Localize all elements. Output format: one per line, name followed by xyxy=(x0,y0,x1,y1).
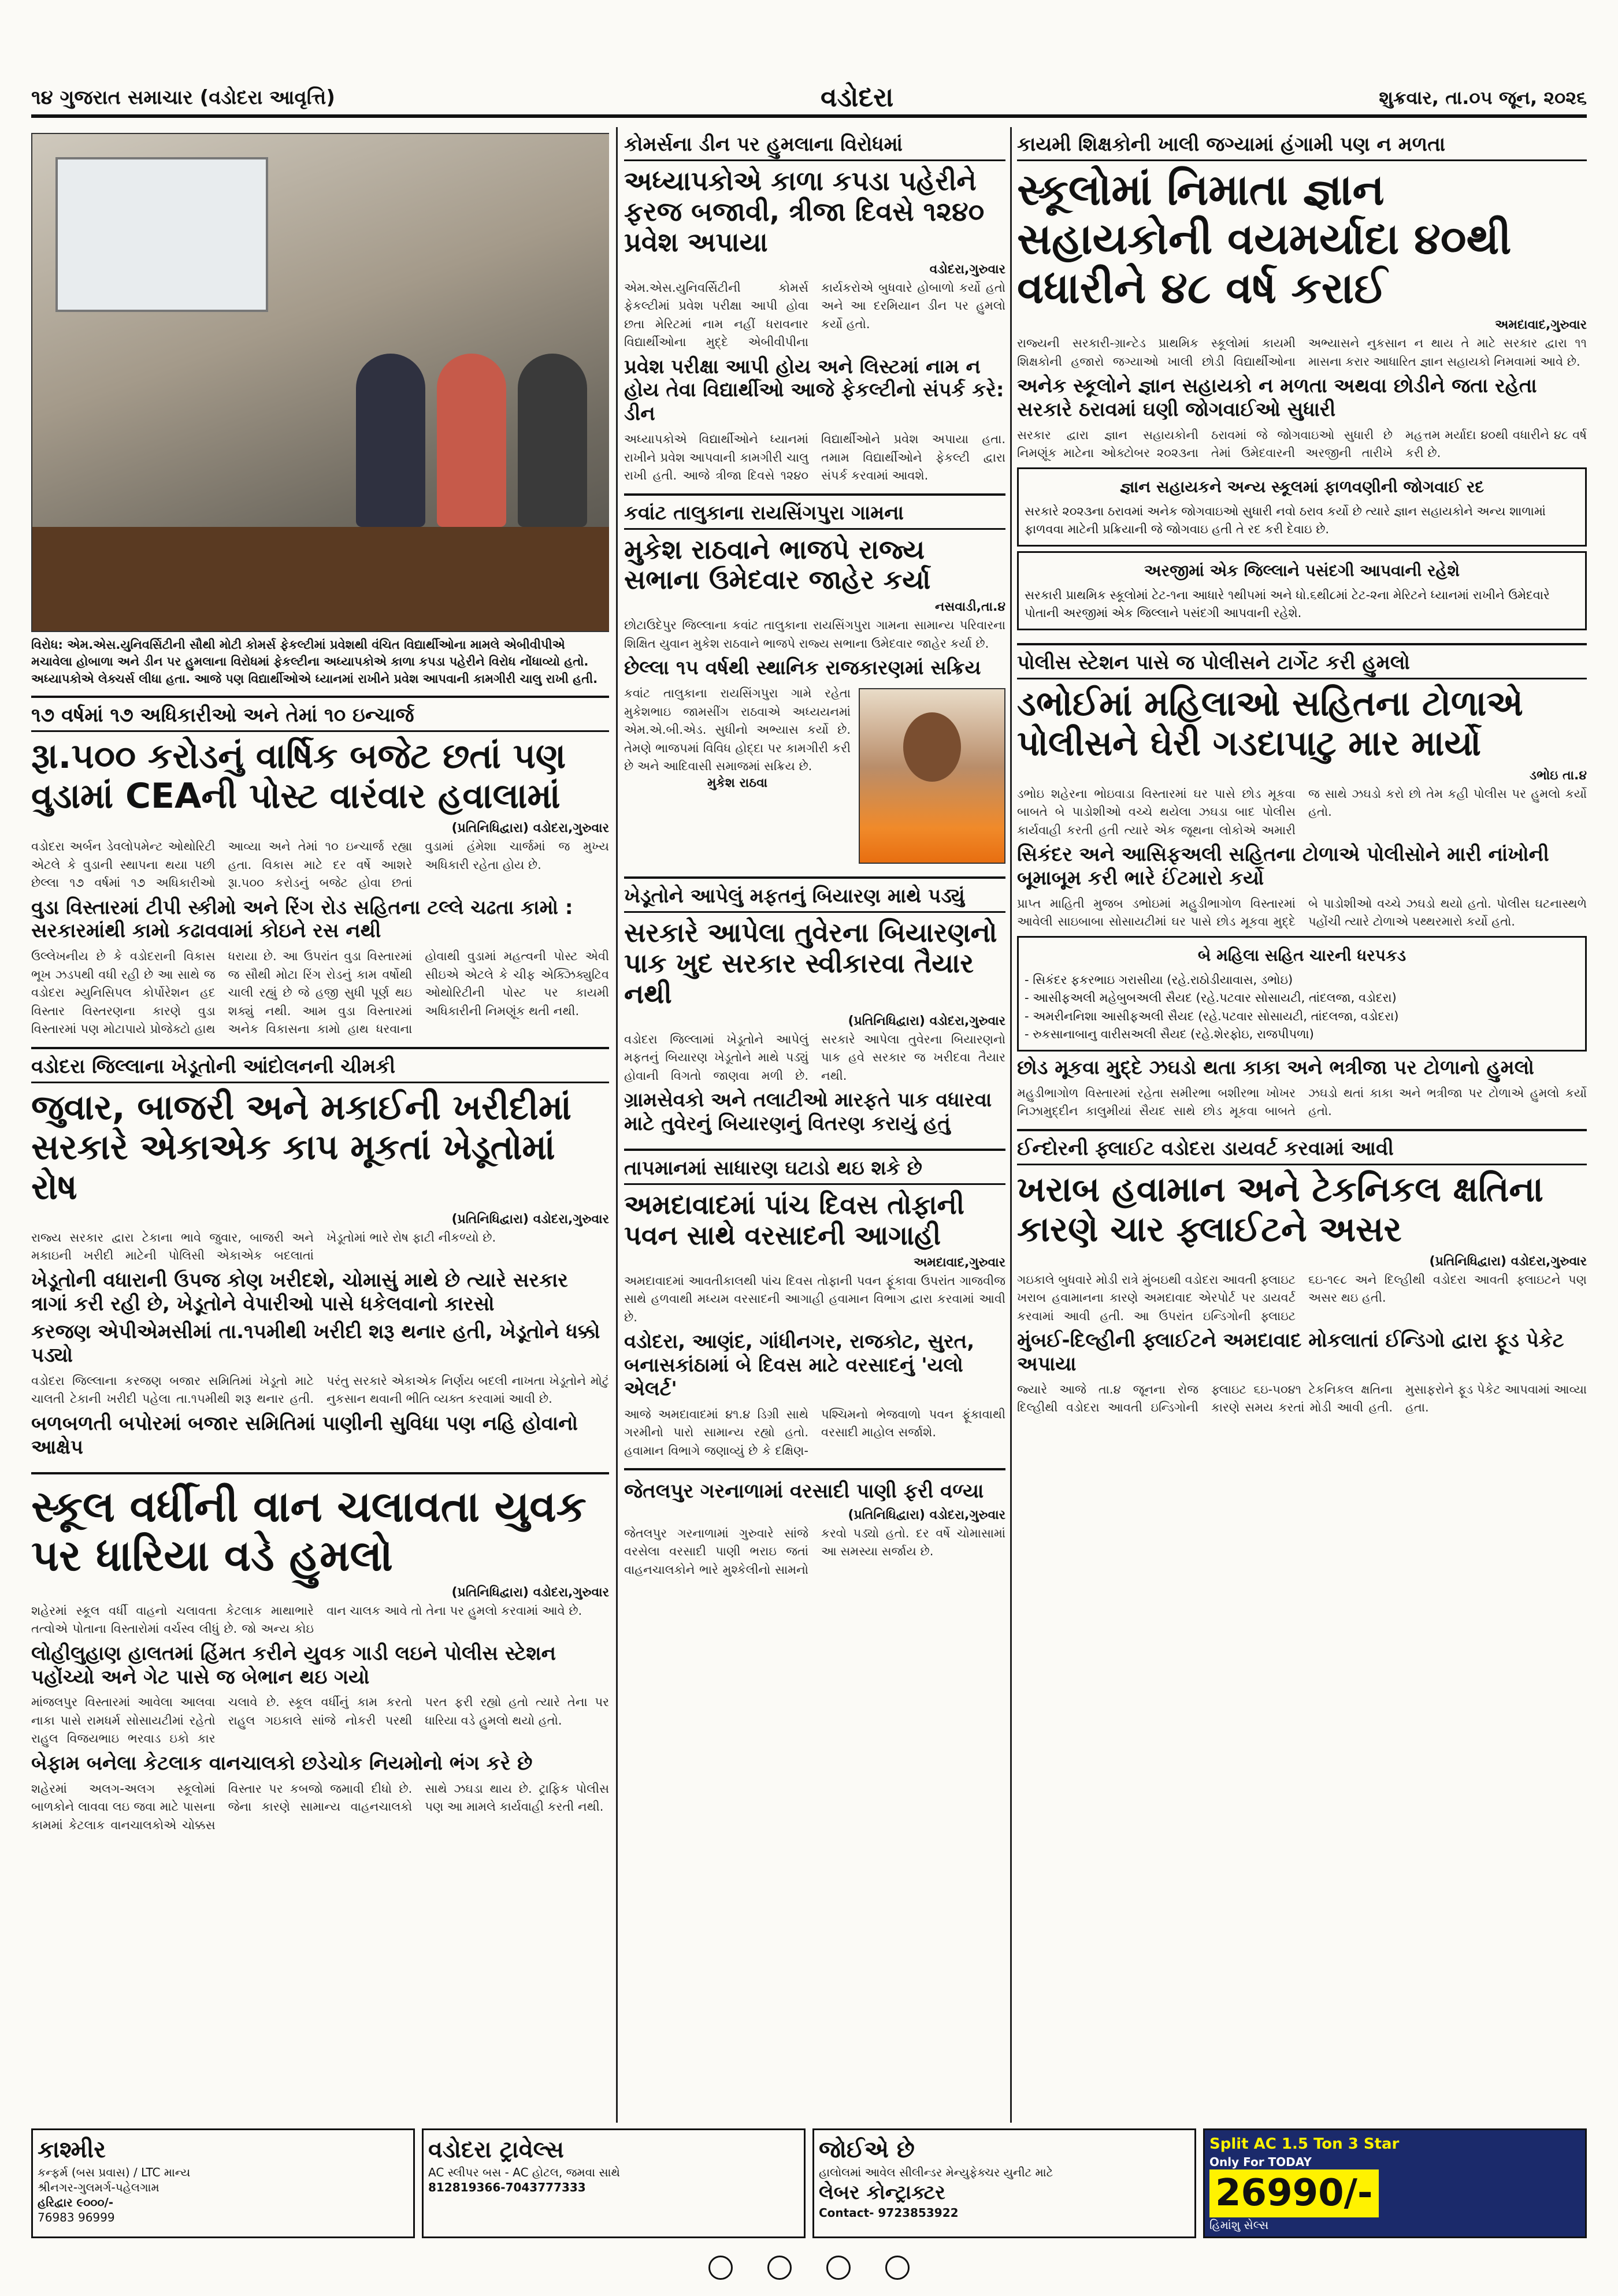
story-kicker: કવાંટ તાલુકાના રાયસિંગપુરા ગામના xyxy=(624,501,1005,530)
story-subhead: બેફામ બનેલા કેટલાક વાનચાલકો છડેચોક નિયમોનો ભંગ કરે છે xyxy=(31,1751,533,1775)
ad-line: 812819366-7043777333 xyxy=(428,2180,586,2194)
masthead xyxy=(31,81,1587,118)
story-body: ડભોઇ શહેરના ભોઇવાડા વિસ્તારમાં ઘર પાસે છોડ મૂકવા બાબતે બે પાડોશીઓ વચ્ચે થયેલા ઝઘડા બાદ પોલીસ કાર્યવાહી કરતી હતી ત્યારે એક જૂથના લોકોએ અમારી જ સાથે ઝઘડો કરો છો તેમ કહી પોલીસ પર હુમલો કર્યો હતો. xyxy=(1017,786,1587,837)
story-dateline: (પ્રતિનિધિદ્વારા) વડોદરા,ગુરુવાર xyxy=(848,1507,1005,1522)
ad-line: કન્ફર્મ (બસ પ્રવાસ) / LTC માન્ય xyxy=(38,2165,191,2179)
column-right xyxy=(1017,127,1587,2123)
story-jetalpur xyxy=(624,1470,1005,1587)
story-body: જ્યારે આજે તા.૪ જૂનના રોજ દિલ્હીથી વડોદરા આવતી ઇન્ડિગોની ફ્લાઇટ ૬ઇ-૫૦૪૧ ટેકનિકલ ક્ષતિના કારણે સમય કરતાં મોડી આવી હતી. મુસાફરોને ફૂડ પેકેટ આપવામાં આવ્યા હતા. xyxy=(1017,1382,1587,1415)
page-edition: ૧૪ ગુજરાત સમાચાર (વડોદરા આવૃત્તિ) xyxy=(31,86,335,109)
registration-mark xyxy=(708,2256,733,2280)
story-kicker: તાપમાનમાં સાધારણ ઘટાડો થઇ શકે છે xyxy=(624,1157,1005,1185)
story-subhead: સિકંદર અને આસિફઅલી સહિતના ટોળાએ પોલીસોને મારી નાંખોની બૂમાબૂમ કરી ભારે ઈંટમારો કર્યો xyxy=(1017,843,1549,890)
story-subhead: અનેક સ્કૂલોને જ્ઞાન સહાયકો ન મળતા અથવા છોડીને જતા રહેતા સરકારે ઠરાવમાં ઘણી જોગવાઈઓ સુધારી xyxy=(1017,374,1537,422)
story-body: આજે અમદાવાદમાં ૪૧.૪ ડિગ્રી સાથે ગરમીનો પારો સામાન્ય રહ્યો હતો. હવામાન વિભાગે જણાવ્યું છે કે દક્ષિણ-પશ્ચિમનો ભેજવાળો પવન ફૂંકાવાથી વરસાદી માહોલ સર્જાશે. xyxy=(624,1407,1005,1458)
ad-line: શ્રીનગર-ગુલમર્ગ-પહેલગામ xyxy=(38,2180,159,2194)
ad-line: લેબર કોન્ટ્રાક્ટર xyxy=(819,2181,945,2204)
column-left xyxy=(31,127,609,2123)
story-kicker: વડોદરા જિલ્લાના ખેડૂતોની આંદોલનની ચીમકી xyxy=(31,1055,609,1083)
story-body: શહેરમાં અલગ-અલગ સ્કૂલોમાં બાળકોને લાવવા લઇ જવા માટે પાસના કામમાં કેટલાક વાનચાલકોએ ચોક્કસ વિસ્તાર પર કબજો જમાવી દીધો છે. જેના કારણે સામાન્ય વાહનચાલકો સાથે ઝઘડા થાય છે. ટ્રાફિક પોલીસ પણ આ મામલે કાર્યવાહી કરતી નથી. xyxy=(31,1781,609,1832)
story-subhead: ખેડૂતોની વધારાની ઉપજ કોણ ખરીદશે, ચોમાસું માથે છે ત્યારે સરકાર ત્રાગાં કરી રહી છે, ખેડૂતોને વેપારીઓ પાસે ધકેલવાનો કારસો xyxy=(31,1268,568,1316)
ad-kashmir[interactable] xyxy=(31,2128,415,2238)
story-subhead: પ્રવેશ પરીક્ષા આપી હોય અને લિસ્ટમાં નામ ન હોય તેવા વિદ્યાર્થીઓ આજે ફેકલ્ટીનો સંપર્ક કરે: ડીન xyxy=(624,355,1004,426)
story-body: ઉલ્લેખનીય છે કે વડોદરાની વિકાસ ભૂખ ઝડપથી વધી રહી છે આ સાથે જ વડોદરા મ્યુનિસિપલ કોર્પોરેશન હદ વિસ્તાર વિસ્તરણના કારણે વુડા વિસ્તારમાં પણ મોટાપાયે પ્રોજેક્ટો હાથ ધરાયા છે. આ ઉપરાંત વુડા વિસ્તારમાં જ સૌથી મોટા રિંગ રોડનું કામ વર્ષોથી ચાલી રહ્યું છે જે હજી સુધી પૂર્ણ થઇ શક્યું નથી. આમ વુડા વિસ્તારમાં અનેક વિકાસના કામો હાથ ધરવાના હોવાથી વુડામાં મહત્વની પોસ્ટ એવી સીઇએ એટલે કે ચીફ એક્ઝિક્યુટિવ ઓથોરિટીની પોસ્ટ પર કાયમી અધિકારીની નિમણૂંક થતી નથી. xyxy=(31,949,609,1036)
story-subhead: વુડા વિસ્તારમાં ટીપી સ્કીમો અને રિંગ રોડ સહિતના ટલ્લે ચઢતા કામો : સરકારમાંથી કામો કઢાવવામાં કોઇને રસ નથી xyxy=(31,896,573,943)
ad-line: હરિદ્વાર ૯૦૦૦/- xyxy=(38,2195,114,2209)
story-rain xyxy=(624,1151,1005,1470)
news-photo xyxy=(31,133,609,632)
person xyxy=(518,354,587,527)
page-date: શુક્રવાર, તા.૦૫ જૂન, ૨૦૨૬ xyxy=(1379,86,1587,109)
ad-head: કાશ્મીર xyxy=(38,2137,106,2163)
story-subhead: છેલ્લા ૧૫ વર્ષથી સ્થાનિક રાજકારણમાં સક્રિય xyxy=(624,656,981,680)
info-box-head: જ્ઞાન સહાયકને અન્ય સ્કૂલમાં ફાળવણીની જોગવાઈ રદ xyxy=(1119,477,1485,496)
story-kicker: ઈન્દોરની ફ્લાઈટ વડોદરા ડાયવર્ટ કરવામાં આવી xyxy=(1017,1137,1587,1165)
arrest-box-head: બે મહિલા સહિત ચારની ધરપકડ xyxy=(1197,945,1407,965)
story-body: અધ્યાપકોએ વિદ્યાર્થીઓને ધ્યાનમાં રાખીને પ્રવેશ આપવાની કામગીરી ચાલુ રાખી હતી. આજે ત્રીજા દિવસે ૧૨૪૦ વિદ્યાર્થીઓને પ્રવેશ અપાયા હતા. તમામ વિદ્યાર્થીઓને ફેકલ્ટી દ્વારા સંપર્ક કરવામાં આવશે. xyxy=(624,432,1005,483)
registration-mark xyxy=(767,2256,792,2280)
info-box-body: સરકારી પ્રાથમિક સ્કૂલોમાં ટેટ-૧ના આધારે ૧થી૫માં અને ધો.૬થી૮માં ટેટ-૨ના મેરિટને ધ્યાનમાં રાખીને ઉમેદવારે પોતાની અરજીમાં એક જિલ્લાને પસંદગી આપવાની રહેશે. xyxy=(1025,588,1550,621)
story-body: અમદાવાદમાં આવતીકાલથી પાંચ દિવસ તોફાની પવન ફૂંકાવા ઉપરાંત ગાજવીજ સાથે હળવાથી મધ્યમ વરસાદની આગાહી હવામાન વિભાગ દ્વારા કરવામાં આવી છે. xyxy=(624,1273,1005,1324)
story-dateline: (પ્રતિનિધિદ્વારા) વડોદરા,ગુરુવાર xyxy=(451,1212,609,1227)
ad-split-ac[interactable] xyxy=(1203,2128,1587,2238)
story-photo xyxy=(31,127,609,698)
story-headline: સ્કૂલોમાં નિમાતા જ્ઞાન સહાયકોની વયમર્યાદા ૪૦થી વધારીને ૪૮ વર્ષ કરાઈ xyxy=(1017,165,1512,314)
ad-line: હાલોલમાં આવેલ સીલીન્ડર મેન્યુફેક્ચર યુનીટ માટે xyxy=(819,2165,1053,2179)
arrest-box xyxy=(1017,936,1587,1052)
story-cea xyxy=(31,698,609,1049)
story-kicker: કોમર્સના ડીન પર હુમલાના વિરોધમાં xyxy=(624,133,1005,161)
story-dateline: ડભોઇ તા.૪ xyxy=(1530,768,1587,783)
person xyxy=(356,354,425,527)
story-headline: જુવાર, બાજરી અને મકાઈની ખરીદીમાં સરકારે એકાએક કાપ મૂકતાં ખેડૂતોમાં રોષ xyxy=(31,1087,572,1208)
story-bjp xyxy=(624,496,1005,879)
story-dabhoi xyxy=(1017,645,1587,1131)
story-headline: ખરાબ હવામાન અને ટેકનિકલ ક્ષતિના કારણે ચાર ફ્લાઈટને અસર xyxy=(1017,1169,1543,1250)
story-body: એમ.એસ.યુનિવર્સિટીની કોમર્સ ફેકલ્ટીમાં પ્રવેશ પરીક્ષા આપી હોવા છતા મેરિટમાં નામ નહીં ધરાવનાર વિદ્યાર્થીઓના મુદ્દે એબીવીપીના કાર્યકરોએ બુધવારે હોબાળો કર્યો હતો અને આ દરમિયાન ડીન પર હુમલો કર્યો હતો. xyxy=(624,280,1005,350)
photo-caption: વિરોધ: એમ.એસ.યુનિવર્સિટીની સૌથી મોટી કોમર્સ ફેકલ્ટીમાં પ્રવેશથી વંચિત વિદ્યાર્થીઓના મામલે એબીવીપીએ મચાવેલા હોબાળા અને ડીન પર હુમલાના વિરોધમાં ફેકલ્ટીના અધ્યાપકોએ કાળા કપડા પહેરીને વિરોધ નોંધાવ્યો હતો. અધ્યાપકોએ લેક્ચર્સ લીધા હતા. આજે પણ વિદ્યાર્થીઓએ ધ્યાનમાં રાખીને પ્રવેશ આપવાની કામગીરી ચાલુ રાખી હતી. xyxy=(31,638,598,686)
story-dateline: નસવાડી,તા.૪ xyxy=(934,600,1005,615)
story-dateline: (પ્રતિનિધિદ્વારા) વડોદરા,ગુરુવાર xyxy=(451,1585,609,1600)
info-box xyxy=(1017,467,1587,547)
ad-line: 76983 96999 xyxy=(38,2210,115,2224)
ad-price: 26990/- xyxy=(1209,2169,1379,2217)
column-middle xyxy=(624,127,1005,2123)
portrait-head xyxy=(903,712,961,782)
column-rule xyxy=(616,127,618,2123)
story-body: વડોદરા જિલ્લાના કરજણ બજાર સમિતિમાં ખેડૂતો માટે ચાલતી ટેકાની ખરીદી પહેલા તા.૧૫મીથી શરૂ થનાર હતી. પરંતુ સરકારે એકાએક નિર્ણય બદલી નાખતા ખેડૂતોને મોટું નુકસાન થવાની ભીતિ વ્યક્ત કરવામાં આવી છે. xyxy=(31,1373,609,1406)
portrait-caption: મુકેશ રાઠવા xyxy=(707,775,768,790)
info-box-body: સરકારે ૨૦૨૩ના ઠરાવમાં અનેક જોગવાઇઓ સુધારી નવો ઠરાવ કર્યો છે ત્યારે જ્ઞાન સહાયકોને અન્ય શાળામાં ફાળવવા માટેની પ્રક્રિયાની જે જોગવાઇ હતી તે રદ કરી દેવાઇ છે. xyxy=(1025,504,1546,537)
story-headline: અમદાવાદમાં પાંચ દિવસ તોફાની પવન સાથે વરસાદની આગાહી xyxy=(624,1188,964,1251)
story-body: ગઇકાલે બુધવારે મોડી રાત્રે મુંબઇથી વડોદરા આવતી ફ્લાઇટ ખરાબ હવામાનના કારણે અમદાવાદ એરપોર્ટ પર ડાયવર્ટ કરવામાં આવી હતી. આ ઉપરાંત ઇન્ડિગોની ફ્લાઇટ ૬ઇ-૧૯૮ અને દિલ્હીથી વડોદરા આવતી ફ્લાઇટને પણ અસર થઇ હતી. xyxy=(1017,1272,1587,1323)
section-title: વડોદરા xyxy=(821,81,894,113)
ad-head: વડોદરા ટ્રાવેલ્સ xyxy=(428,2137,564,2163)
story-dateline: અમદાવાદ,ગુરુવાર xyxy=(914,1255,1005,1270)
person xyxy=(437,354,506,527)
story-headline: મુકેશ રાઠવાને ભાજપે રાજ્ય સભાના ઉમેદવાર જાહેર કર્યા xyxy=(624,533,931,596)
story-seed xyxy=(624,879,1005,1151)
ad-line: AC સ્લીપર બસ - AC હોટલ, જમવા સાથે xyxy=(428,2165,620,2179)
story-subhead: વડોદરા, આણંદ, ગાંધીનગર, રાજકોટ, સુરત, બનાસકાંઠામાં બે દિવસ માટે વરસાદનું 'યલો એલર્ટ' xyxy=(624,1330,975,1400)
story-teachers xyxy=(1017,127,1587,645)
story-headline: ડભોઈમાં મહિલાઓ સહિતના ટોળાએ પોલીસને ઘેરી ગડદાપાટુ માર માર્યો xyxy=(1017,683,1523,764)
story-kicker: ૧૭ વર્ષમાં ૧૭ અધિકારીઓ અને તેમાં ૧૦ ઇન્ચાર્જ xyxy=(31,704,609,732)
story-dateline: અમદાવાદ,ગુરુવાર xyxy=(1495,318,1587,333)
story-headline: સરકારે આપેલા તુવેરના બિયારણનો પાક ખુદ સરકાર સ્વીકારવા તૈયાર નથી xyxy=(624,917,997,1009)
ad-labour[interactable] xyxy=(812,2128,1196,2238)
story-headline: અધ્યાપકોએ કાળા કપડા પહેરીને ફરજ બજાવી, ત્રીજા દિવસે ૧૨૪૦ પ્રવેશ અપાયા xyxy=(624,165,985,258)
ad-strip xyxy=(31,2128,1587,2238)
arrest-item: - રુકસાનાબાનુ વારીસઅલી સૈયદ (રહે.શેરફોઇ, રાજપીપળા) xyxy=(1025,1027,1314,1042)
whiteboard xyxy=(55,157,268,312)
story-dateline: (પ્રતિનિધિદ્વારા) વડોદરા,ગુરુવાર xyxy=(451,821,609,836)
story-subhead: લોહીલુહાણ હાલતમાં હિંમત કરીને યુવક ગાડી લઇને પોલીસ સ્ટેશન પહોંચ્યો અને ગેટ પાસે જ બેભાન થઇ ગયો xyxy=(31,1641,556,1689)
arrest-item: - સિકંદર ફકરભાઇ ગરાસીયા (રહે.રાઠોડીયાવાસ, ડભોઇ) xyxy=(1025,972,1293,987)
story-body: છોટાઉદેપુર જિલ્લાના કવાંટ તાલુકાના રાયસિંગપુરા ગામના સામાન્ય પરિવારના શિક્ષિત યુવાન મુકેશ રાઠવાને ભાજપે રાજ્ય સભાના ઉમેદવાર જાહેર કર્યા છે. xyxy=(624,618,1005,651)
arrest-item: - આસીફઅલી મહેબુબઅલી સૈયદ (રહે.પટવાર સોસાયટી, તાંદલજા, વડોદરા) xyxy=(1025,991,1397,1005)
ad-line: Contact- 9723853922 xyxy=(819,2206,959,2220)
story-body: શહેરમાં સ્કૂલ વર્ધી વાહનો ચલાવતા કેટલાક માથાભારે તત્વોએ પોતાના વિસ્તારોમાં વર્ચસ્વ લીધું છે. જો અન્ય કોઇ વાન ચાલક આવે તો તેના પર હુમલો કરવામાં આવે છે. xyxy=(31,1603,582,1636)
story-headline: જેતલપુર ગરનાળામાં વરસાદી પાણી ફરી વળ્યા xyxy=(624,1480,984,1503)
story-body: વડોદરા જિલ્લામાં ખેડૂતોને આપેલું મફતનું બિયારણ ખેડૂતોને માથે પડ્યું હોવાની વિગતો જાણવા મળી છે. સરકારે આપેલા તુવેરના બિયારણનો પાક હવે સરકાર જ ખરીદવા તૈયાર નથી. xyxy=(624,1032,1005,1083)
ad-head: Split AC 1.5 Ton 3 Star xyxy=(1209,2135,1400,2153)
column-rule xyxy=(1010,127,1012,2123)
story-dateline: વડોદરા,ગુરુવાર xyxy=(929,262,1005,277)
registration-mark xyxy=(885,2256,910,2280)
story-subhead: બળબળતી બપોરમાં બજાર સમિતિમાં પાણીની સુવિધા પણ નહિ હોવાનો આક્ષેપ xyxy=(31,1411,578,1459)
story-body: રાજ્યની સરકારી-ગ્રાન્ટેડ પ્રાથમિક સ્કૂલોમાં કાયમી શિક્ષકોની હજારો જગ્યાઓ ખાલી છોડી વિદ્યાર્થીઓના અભ્યાસને નુકસાન ન થાય તે માટે સરકાર દ્વારા ૧૧ માસના કરાર આધારિત જ્ઞાન સહાયકો નિમવામાં આવે છે. xyxy=(1017,336,1587,369)
ad-line: હિમાંશુ સેલ્સ xyxy=(1209,2217,1269,2232)
story-body: પ્રાપ્ત માહિતી મુજબ ડભોઇમાં મહુડીભાગોળ વિસ્તારમાં આવેલી સાઇબાબા સોસાયટીમાં ઘર પાસે છોડ મૂકવા મુદ્દે બે પાડોશીઓ વચ્ચે ઝઘડો થયો હતો. પોલીસ ઘટનાસ્થળે પહોંચી ત્યારે ટોળાએ પથ્થરમારો કર્યો હતો. xyxy=(1017,896,1587,929)
story-subhead: કરજણ એપીએમસીમાં તા.૧૫મીથી ખરીદી શરૂ થનાર હતી, ખેડૂતોને ધક્કો પડ્યો xyxy=(31,1320,600,1368)
story-subhead: છોડ મૂકવા મુદ્દે ઝઘડો થતા કાકા અને ભત્રીજા પર ટોળાનો હુમલો xyxy=(1017,1056,1534,1079)
desk xyxy=(32,527,609,631)
story-kicker: કાયમી શિક્ષકોની ખાલી જગ્યામાં હંગામી પણ ન મળતા xyxy=(1017,133,1587,161)
story-flight xyxy=(1017,1131,1587,1425)
portrait-photo xyxy=(859,688,1005,864)
story-body: માંજલપુર વિસ્તારમાં આવેલા આલવા નાકા પાસે રામધર્મ સોસાયટીમાં રહેતો રાહુલ વિજયભાઇ ભરવાડ ઇકો કાર ચલાવે છે. સ્કૂલ વર્ધીનું કામ કરતો રાહુલ ગઇકાલે સાંજે નોકરી પરથી પરત ફરી રહ્યો હતો ત્યારે તેના પર ધારિયા વડે હુમલો થયો હતો. xyxy=(31,1695,609,1746)
story-body: વડોદરા અર્બન ડેવલોપમેન્ટ ઓથોરિટી એટલે કે વુડાની સ્થાપના થયા પછી છેલ્લા ૧૭ વર્ષમાં ૧૭ અધિકારીઓ આવ્યા અને તેમાં ૧૦ ઇન્ચાર્જ રહ્યા હતા. વિકાસ માટે દર વર્ષે આશરે રૂા.૫૦૦ કરોડનું બજેટ હોવા છતાં વુડામાં હંમેશા ચાર્જમાં જ મુખ્ય અધિકારી રહેતા હોય છે. xyxy=(31,839,609,890)
story-headline: રૂા.૫૦૦ કરોડનું વાર્ષિક બજેટ છતાં પણ વુડામાં CEAની પોસ્ટ વારંવાર હવાલામાં xyxy=(31,736,566,817)
story-body: કવાંટ તાલુકાના રાયસિંગપુરા ગામે રહેતા મુકેશભાઇ જામસીંગ રાઠવાએ અધ્યયનમાં એમ.એ.બી.એડ. સુધીનો અભ્યાસ કર્યો છે. તેમણે ભાજપમાં વિવિધ હોદ્દા પર કામગીરી કરી છે અને આદિવાસી સમાજમાં સક્રિય છે. xyxy=(624,686,851,774)
story-body: રાજ્ય સરકાર દ્વારા ટેકાના ભાવે જુવાર, બાજરી અને મકાઇની ખરીદી માટેની પોલિસી એકાએક બદલાતાં ખેડૂતોમાં ભારે રોષ ફાટી નીકળ્યો છે. xyxy=(31,1230,496,1263)
registration-marks xyxy=(0,2256,1618,2279)
story-body: સરકાર દ્વારા જ્ઞાન સહાયકોની નિમણૂંક માટેના ઓક્ટોબર ૨૦૨૩ના ઠરાવમાં જે જોગવાઇઓ સુધારી છે તેમાં ઉમેદવારની અરજીની તારીખે મહત્તમ મર્યાદા ૪૦થી વધારીને ૪૮ વર્ષ કરી છે. xyxy=(1017,428,1587,460)
story-dean xyxy=(624,127,1005,496)
story-farmers xyxy=(31,1049,609,1474)
story-subhead: મુંબઈ-દિલ્હીની ફ્લાઈટને અમદાવાદ મોકલાતાં ઈન્ડિગો દ્વારા ફૂડ પેકેટ અપાયા xyxy=(1017,1329,1564,1376)
story-body: જેતલપુર ગરનાળામાં ગુરુવારે સાંજે વરસેલા વરસાદી પાણી ભરાઇ જતાં વાહનચાલકોને ભારે મુશ્કેલીનો સામનો કરવો પડ્યો હતો. દર વર્ષે ચોમાસામાં આ સમસ્યા સર્જાય છે. xyxy=(624,1526,1005,1577)
info-box xyxy=(1017,551,1587,630)
story-kicker: પોલીસ સ્ટેશન પાસે જ પોલીસને ટાર્ગેટ કરી હુમલો xyxy=(1017,651,1587,679)
story-dateline: (પ્રતિનિધિદ્વારા) વડોદરા,ગુરુવાર xyxy=(848,1013,1005,1028)
info-box-head: અરજીમાં એક જિલ્લાને પસંદગી આપવાની રહેશે xyxy=(1144,560,1460,580)
ad-head: જોઈએ છે xyxy=(819,2137,915,2163)
registration-mark xyxy=(826,2256,851,2280)
story-headline: સ્કૂલ વર્ધીની વાન ચલાવતા યુવક પર ધારિયા વડે હુમલો xyxy=(31,1481,587,1581)
arrest-item: - અમરીનનિશા આસીફઅલી સૈયદ (રહે.પટવાર સોસાયટી, તાંદલજા, વડોદરા) xyxy=(1025,1009,1399,1023)
ad-line: Only For TODAY xyxy=(1209,2154,1312,2169)
story-body: મહુડીભાગોળ વિસ્તારમાં રહેતા સમીરભા બશીરભા ખોખર નિઝામુદ્દીન કાલુમીયાં સૈયદ સાથે છોડ મૂકવા બાબતે ઝઘડો થતાં કાકા અને ભત્રીજા પર ટોળાએ હુમલો કર્યો હતો. xyxy=(1017,1086,1587,1119)
story-kicker: ખેડૂતોને આપેલું મફતનું બિયારણ માથે પડ્યું xyxy=(624,885,1005,913)
story-dateline: (પ્રતિનિધિદ્વારા) વડોદરા,ગુરુવાર xyxy=(1429,1254,1587,1269)
story-school-van xyxy=(31,1474,609,1843)
ad-travels[interactable] xyxy=(422,2128,806,2238)
story-subhead: ગ્રામસેવકો અને તલાટીઓ મારફતે પાક વધારવા માટે તુવેરનું બિયારણનું વિતરણ કરાયું હતું xyxy=(624,1088,992,1136)
